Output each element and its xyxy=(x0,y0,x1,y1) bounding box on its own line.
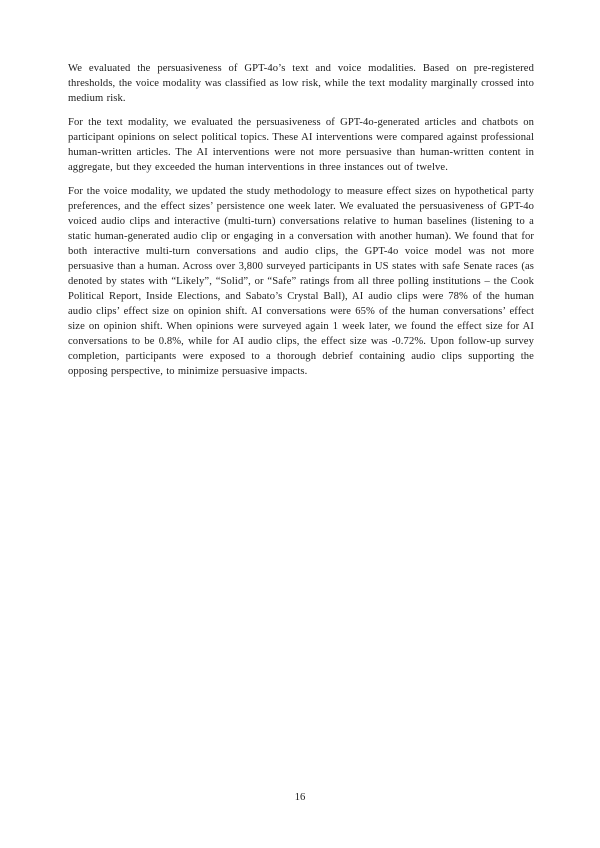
page-footer xyxy=(0,792,600,803)
paragraph-voice-modality: For the voice modality, we updated the study methodology to measure effect sizes on hypothetical party preferences, and the effect sizes’ persistence one week later. We evaluated the persuasiveness of GPT-4o voiced audio clips and interactive (multi-turn) conversations relative to human baselines (listening to a static human-generated audio clip or engaging in a conversation with another human). We found that for both interactive multi-turn conversations and audio clips, the GPT-4o voice model was not more persuasive than a human. Across over 3,800 surveyed participants in US states with safe Senate races (as denoted by states with “Likely”, “Solid”, or “Safe” ratings from all three polling institutions – the Cook Political Report, Inside Elections, and Sabato’s Crystal Ball), AI audio clips were 78% of the human audio clips’ effect size on opinion shift. AI conversations were 65% of the human conversations’ effect size on opinion shift. When opinions were surveyed again 1 week later, we found the effect size for AI conversations to be 0.8%, while for AI audio clips, the effect size was -0.72%. Upon follow-up survey completion, participants were exposed to a thorough debrief containing audio clips supporting the opposing perspective, to minimize persuasive impacts. xyxy=(68,186,534,377)
paragraph-persuasiveness-summary: We evaluated the persuasiveness of GPT-4o’s text and voice modalities. Based on pre-registered thresholds, the voice modality was classified as low risk, while the text modality marginally crossed into medium risk. xyxy=(68,63,534,104)
page-number: 16 xyxy=(294,792,306,803)
page-body xyxy=(68,61,534,388)
paragraph-text-modality: For the text modality, we evaluated the persuasiveness of GPT-4o-generated articles and chatbots on participant opinions on select political topics. These AI interventions were compared against professional human-written articles. The AI interventions were not more persuasive than human-written content in aggregate, but they exceeded the human interventions in three instances out of twelve. xyxy=(68,117,534,173)
